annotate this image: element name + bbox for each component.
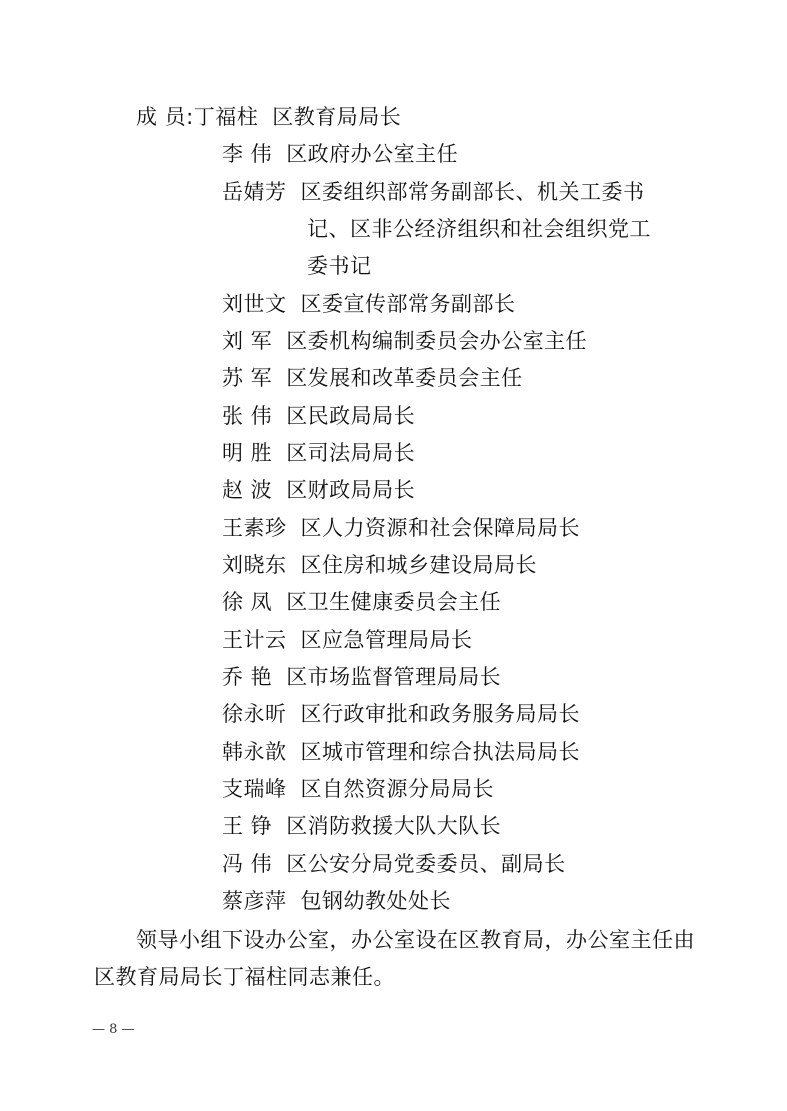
member-row <box>222 328 587 354</box>
member-title: 区住房和城乡建设局局长 <box>300 553 537 577</box>
member-row <box>222 515 580 541</box>
member-title: 区财政局局长 <box>286 478 416 502</box>
paragraph-line-2: 区教育局局长丁福柱同志兼任。 <box>94 965 395 989</box>
member-title: 区行政审批和政务服务局局长 <box>300 702 580 726</box>
member-row <box>222 477 415 503</box>
paragraph-line-1: 领导小组下设办公室，办公室设在区教育局，办公室主任由 <box>136 928 695 952</box>
member-row-first <box>136 104 401 130</box>
member-title: 区消防救援大队大队长 <box>286 814 502 838</box>
member-name: 刘晓东 <box>222 553 287 577</box>
member-name: 支瑞峰 <box>222 777 287 801</box>
member-row <box>222 141 458 167</box>
member-row <box>222 440 415 466</box>
member-title: 区卫生健康委员会主任 <box>286 590 502 614</box>
member-name: 苏 军 <box>222 366 273 390</box>
member-row <box>222 403 415 429</box>
member-row <box>222 813 501 839</box>
member-name: 徐永昕 <box>222 702 287 726</box>
member-name: 岳婧芳 <box>222 180 287 204</box>
member-row <box>222 291 516 317</box>
member-row <box>222 627 473 653</box>
member-row <box>222 701 580 727</box>
member-name: 王素珍 <box>222 516 287 540</box>
member-title: 区政府办公室主任 <box>286 142 459 166</box>
member-title: 区人力资源和社会保障局局长 <box>300 516 580 540</box>
page-number: — 8 — <box>92 1022 135 1037</box>
member-row <box>222 851 566 877</box>
member-title: 区发展和改革委员会主任 <box>286 366 523 390</box>
member-title: 区委宣传部常务副部长 <box>300 292 516 316</box>
member-row <box>222 365 523 391</box>
member-title: 包钢幼教处处长 <box>300 889 451 913</box>
member-name: 王计云 <box>222 628 287 652</box>
member-name: 李 伟 <box>222 142 273 166</box>
member-title: 委书记 <box>307 254 372 278</box>
member-title: 区司法局局长 <box>286 441 416 465</box>
member-title: 区自然资源分局局长 <box>300 777 494 801</box>
member-title: 区城市管理和综合执法局局长 <box>300 740 580 764</box>
member-title-continuation <box>307 216 651 242</box>
member-name: 乔 艳 <box>222 665 273 689</box>
member-title: 区民政局局长 <box>286 404 416 428</box>
member-title: 区公安分局党委委员、副局长 <box>286 852 566 876</box>
member-row <box>222 664 501 690</box>
member-title: 记、区非公经济组织和社会组织党工 <box>307 217 651 241</box>
member-name: 韩永歆 <box>222 740 287 764</box>
member-name: 丁福柱 <box>193 105 259 129</box>
member-row <box>222 739 580 765</box>
member-row <box>222 589 501 615</box>
member-title: 区委组织部常务副部长、机关工委书 <box>300 180 645 204</box>
member-row <box>222 888 451 914</box>
member-name: 冯 伟 <box>222 852 273 876</box>
member-name: 刘世文 <box>222 292 287 316</box>
member-row <box>222 552 537 578</box>
member-row <box>222 776 494 802</box>
member-name: 蔡彦萍 <box>222 889 287 913</box>
member-title: 区应急管理局局长 <box>300 628 473 652</box>
member-title: 区教育局局长 <box>272 105 402 129</box>
member-title: 区委机构编制委员会办公室主任 <box>286 329 588 353</box>
member-title-continuation <box>307 253 372 279</box>
member-name: 赵 波 <box>222 478 273 502</box>
member-name: 王 铮 <box>222 814 273 838</box>
member-title: 区市场监督管理局局长 <box>286 665 502 689</box>
member-name: 张 伟 <box>222 404 273 428</box>
member-name: 刘 军 <box>222 329 273 353</box>
members-label: 成 员: <box>136 105 194 129</box>
member-name: 徐 凤 <box>222 590 273 614</box>
member-name: 明 胜 <box>222 441 273 465</box>
member-row <box>222 179 645 205</box>
